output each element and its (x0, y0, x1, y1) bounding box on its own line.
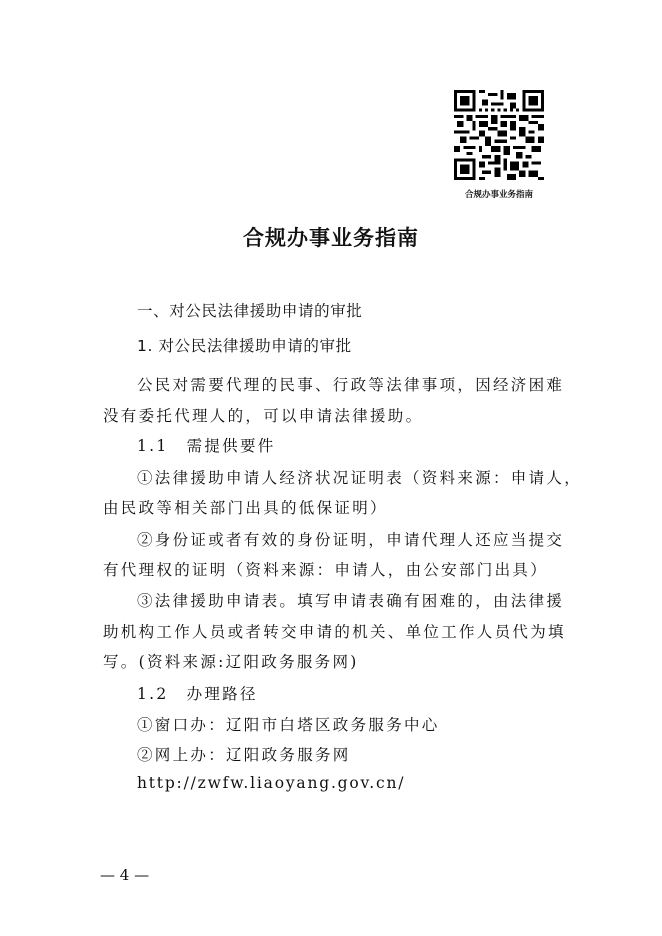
intro-line-1: 公民对需要代理的民事、行政等法律事项，因经济困难 (137, 376, 565, 394)
page-number: — 4 — (100, 866, 150, 884)
qr-code-icon (454, 90, 544, 180)
requirements-number: 1.1 (137, 437, 169, 455)
qr-block (451, 90, 547, 200)
subsection-heading: 1. 对公民法律援助申请的审批 (137, 337, 352, 355)
requirement-item-1-line-1: ①法律援助申请人经济状况证明表（资料来源：申请人， (137, 469, 583, 487)
requirement-item-2-line-1: ②身份证或者有效的身份证明，申请代理人还应当提交 (137, 531, 565, 549)
process-item-online: ②网上办：辽阳政务服务网 (137, 746, 351, 764)
intro-line-2: 没有委托代理人的，可以申请法律援助。 (103, 407, 424, 425)
qr-caption: 合规办事业务指南 (464, 190, 533, 200)
process-title: 办理路径 (186, 685, 258, 703)
requirements-title: 需提供要件 (186, 437, 276, 455)
requirements-heading (137, 434, 276, 456)
section-heading: 一、对公民法律援助申请的审批 (137, 302, 363, 320)
requirement-item-3-line-3: 写。(资料来源:辽阳政务服务网) (103, 653, 359, 671)
page-title: 合规办事业务指南 (243, 226, 419, 250)
requirement-item-3-line-2: 助机构工作人员或者转交申请的机关、单位工作人员代为填 (103, 623, 566, 641)
requirement-item-2-line-2: 有代理权的证明（资料来源：申请人，由公安部门出具） (103, 561, 549, 579)
service-url-link[interactable]: http://zwfw.liaoyang.gov.cn/ (137, 774, 406, 792)
process-item-window: ①窗口办：辽阳市白塔区政务服务中心 (137, 716, 440, 734)
requirement-item-1-line-2: 由民政等相关部门出具的低保证明） (103, 499, 388, 517)
requirement-item-3-line-1: ③法律援助申请表。填写申请表确有困难的，由法律援 (137, 592, 565, 610)
process-number: 1.2 (137, 685, 169, 703)
process-heading (137, 682, 258, 704)
